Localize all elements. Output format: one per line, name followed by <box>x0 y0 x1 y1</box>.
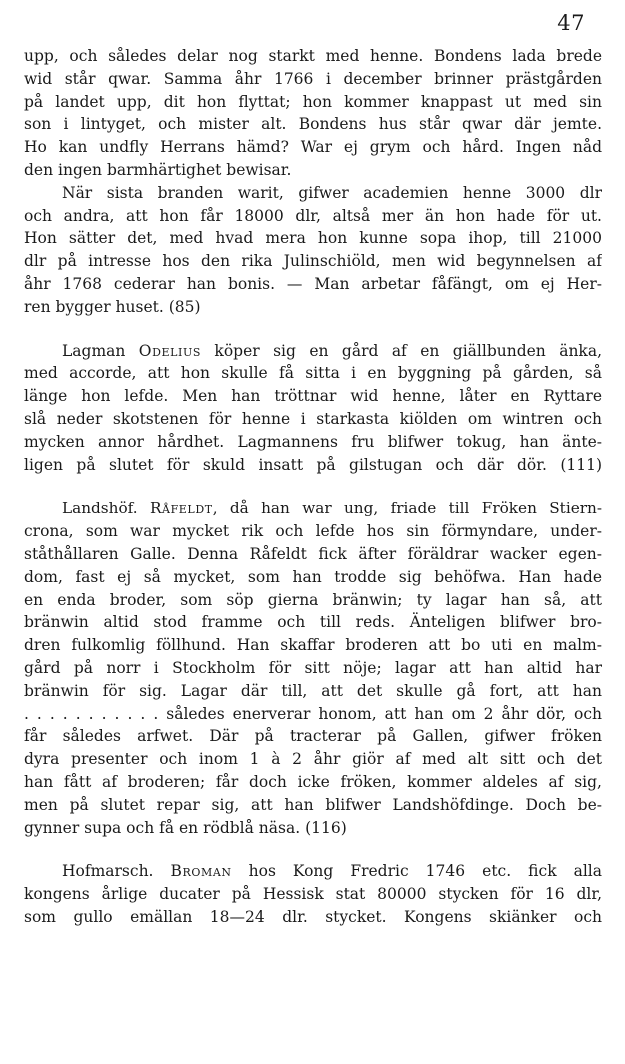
text-line <box>24 703 602 726</box>
text-segment: han fått af broderen; får doch icke fröken, kommer aldeles af sig, <box>24 772 602 791</box>
text-line <box>24 748 602 771</box>
text-line <box>24 340 602 363</box>
paragraph-gap <box>24 839 602 860</box>
text-segment: Landshöf. <box>62 499 150 518</box>
text-line <box>24 205 602 228</box>
text-segment: köper sig en gård af en giällbunden änka, <box>201 341 602 360</box>
paragraph-gap <box>24 476 602 497</box>
text-line <box>24 91 602 114</box>
text-line <box>24 725 602 748</box>
text-line <box>24 385 602 408</box>
text-segment: crona, som war mycket rik och lefde hos sin förmyndare, under- <box>24 522 602 541</box>
text-segment: Lagman <box>62 341 139 360</box>
text-line <box>24 296 602 319</box>
text-segment: son i lintyget, och mister alt. Bondens hus står qwar där jemte. <box>24 115 602 134</box>
text-line <box>24 454 602 477</box>
text-segment: bränwin altid stod framme och till reds. Änteligen blifwer bro- <box>24 613 602 632</box>
text-segment: gård på norr i Stockholm för sitt nöje; lagar att han altid har <box>24 658 602 677</box>
text-line <box>24 589 602 612</box>
text-segment: med accorde, att hon skulle få sitta i en byggning på gården, så <box>24 364 602 383</box>
text-line <box>24 634 602 657</box>
person-name: Broman <box>170 862 232 881</box>
text-segment: kongens årlige ducater på Hessisk stat 80000 stycken för 16 dlr, <box>24 885 602 904</box>
text-line <box>24 497 602 520</box>
text-line <box>24 273 602 296</box>
text-segment: gynner supa och få en rödblå näsa. (116) <box>24 818 347 837</box>
text-body <box>24 45 602 929</box>
text-line <box>24 45 602 68</box>
text-segment: åhr 1768 cederar han bonis. — Man arbetar fåfängt, om ej Her- <box>24 274 602 293</box>
paragraph <box>24 45 602 319</box>
text-segment: dren fulkomlig föllhund. Han skaffar broderen att bo uti en malm- <box>24 636 602 655</box>
text-segment: dom, fast ej så mycket, som han trodde sig behöfwa. Han hade <box>24 567 602 586</box>
text-segment: mycken annor hårdhet. Lagmannens fru blifwer tokug, han änte- <box>24 432 602 451</box>
text-segment: Hofmarsch. <box>62 862 171 881</box>
person-name: Råfeldt <box>149 499 213 518</box>
text-line <box>24 657 602 680</box>
text-segment: När sista branden warit, gifwer academien henne 3000 dlr <box>62 183 602 202</box>
text-segment: slå neder skotstenen för henne i starkasta kiölden om wintren och <box>24 409 602 428</box>
text-line <box>24 113 602 136</box>
text-line <box>24 860 602 883</box>
text-segment: en enda broder, som söp gierna bränwin; ty lagar han så, att <box>24 590 602 609</box>
text-segment: dyra presenter och inom 1 à 2 åhr giör af med alt sitt och det <box>24 750 602 769</box>
text-line <box>24 250 602 273</box>
text-line <box>24 566 602 589</box>
text-line <box>24 362 602 385</box>
text-segment: länge hon lefde. Men han tröttnar wid henne, låter en Ryttare <box>24 387 602 406</box>
text-segment: får således arfwet. Där på tracterar på Gallen, gifwer fröken <box>24 727 602 746</box>
text-line <box>24 817 602 840</box>
paragraph <box>24 860 602 928</box>
text-line <box>24 771 602 794</box>
paragraph <box>24 497 602 839</box>
text-line <box>24 906 602 929</box>
text-segment: dlr på intresse hos den rika Julinschiöld, men wid begynnelsen af <box>24 252 602 271</box>
text-line <box>24 136 602 159</box>
text-segment: och andra, att hon får 18000 dlr, altså mer än hon hade för ut. <box>24 206 602 225</box>
text-line <box>24 182 602 205</box>
text-line <box>24 794 602 817</box>
text-line <box>24 227 602 250</box>
paragraph-gap <box>24 319 602 340</box>
text-segment: men på slutet repar sig, att han blifwer Landshöfdinge. Doch be- <box>24 795 602 814</box>
text-line <box>24 611 602 634</box>
text-segment: bränwin för sig. Lagar där till, att det skulle gå fort, att han <box>24 681 602 700</box>
text-line <box>24 68 602 91</box>
text-line <box>24 520 602 543</box>
text-line <box>24 883 602 906</box>
text-line <box>24 408 602 431</box>
text-segment: hos Kong Fredric 1746 etc. fick alla <box>231 862 602 881</box>
person-name: Odelius <box>138 341 202 360</box>
text-segment: ren bygger huset. (85) <box>24 297 201 316</box>
text-segment: Hon sätter det, med hvad mera hon kunne sopa ihop, till 21000 <box>24 229 602 248</box>
text-segment: . . . . . . . . . . . således enerverar honom, att han om 2 åhr dör, och <box>24 704 602 723</box>
text-line <box>24 543 602 566</box>
page-number: 47 <box>557 11 585 35</box>
paragraph <box>24 340 602 477</box>
text-segment: Ho kan undfly Herrans hämd? War ej grym och hård. Ingen nåd <box>24 138 602 157</box>
text-line <box>24 159 602 182</box>
text-segment: ligen på slutet för skuld insatt på gilstugan och där dör. (111) <box>24 455 602 474</box>
text-segment: som gullo emällan 18—24 dlr. stycket. Kongens skiänker och <box>24 907 602 926</box>
text-segment: ståthållaren Galle. Denna Råfeldt fick äfter föräldrar wacker egen- <box>24 544 602 563</box>
text-segment: wid står qwar. Samma åhr 1766 i december brinner prästgården <box>24 69 602 88</box>
text-segment: på landet upp, dit hon flyttat; hon kommer knappast ut med sin <box>24 92 602 111</box>
text-segment: den ingen barmhärtighet bewisar. <box>24 160 292 179</box>
text-line <box>24 431 602 454</box>
text-segment: upp, och således delar nog starkt med henne. Bondens lada brede <box>24 47 602 65</box>
text-segment: , då han war ung, friade till Fröken Stiern- <box>212 499 602 518</box>
text-line <box>24 680 602 703</box>
